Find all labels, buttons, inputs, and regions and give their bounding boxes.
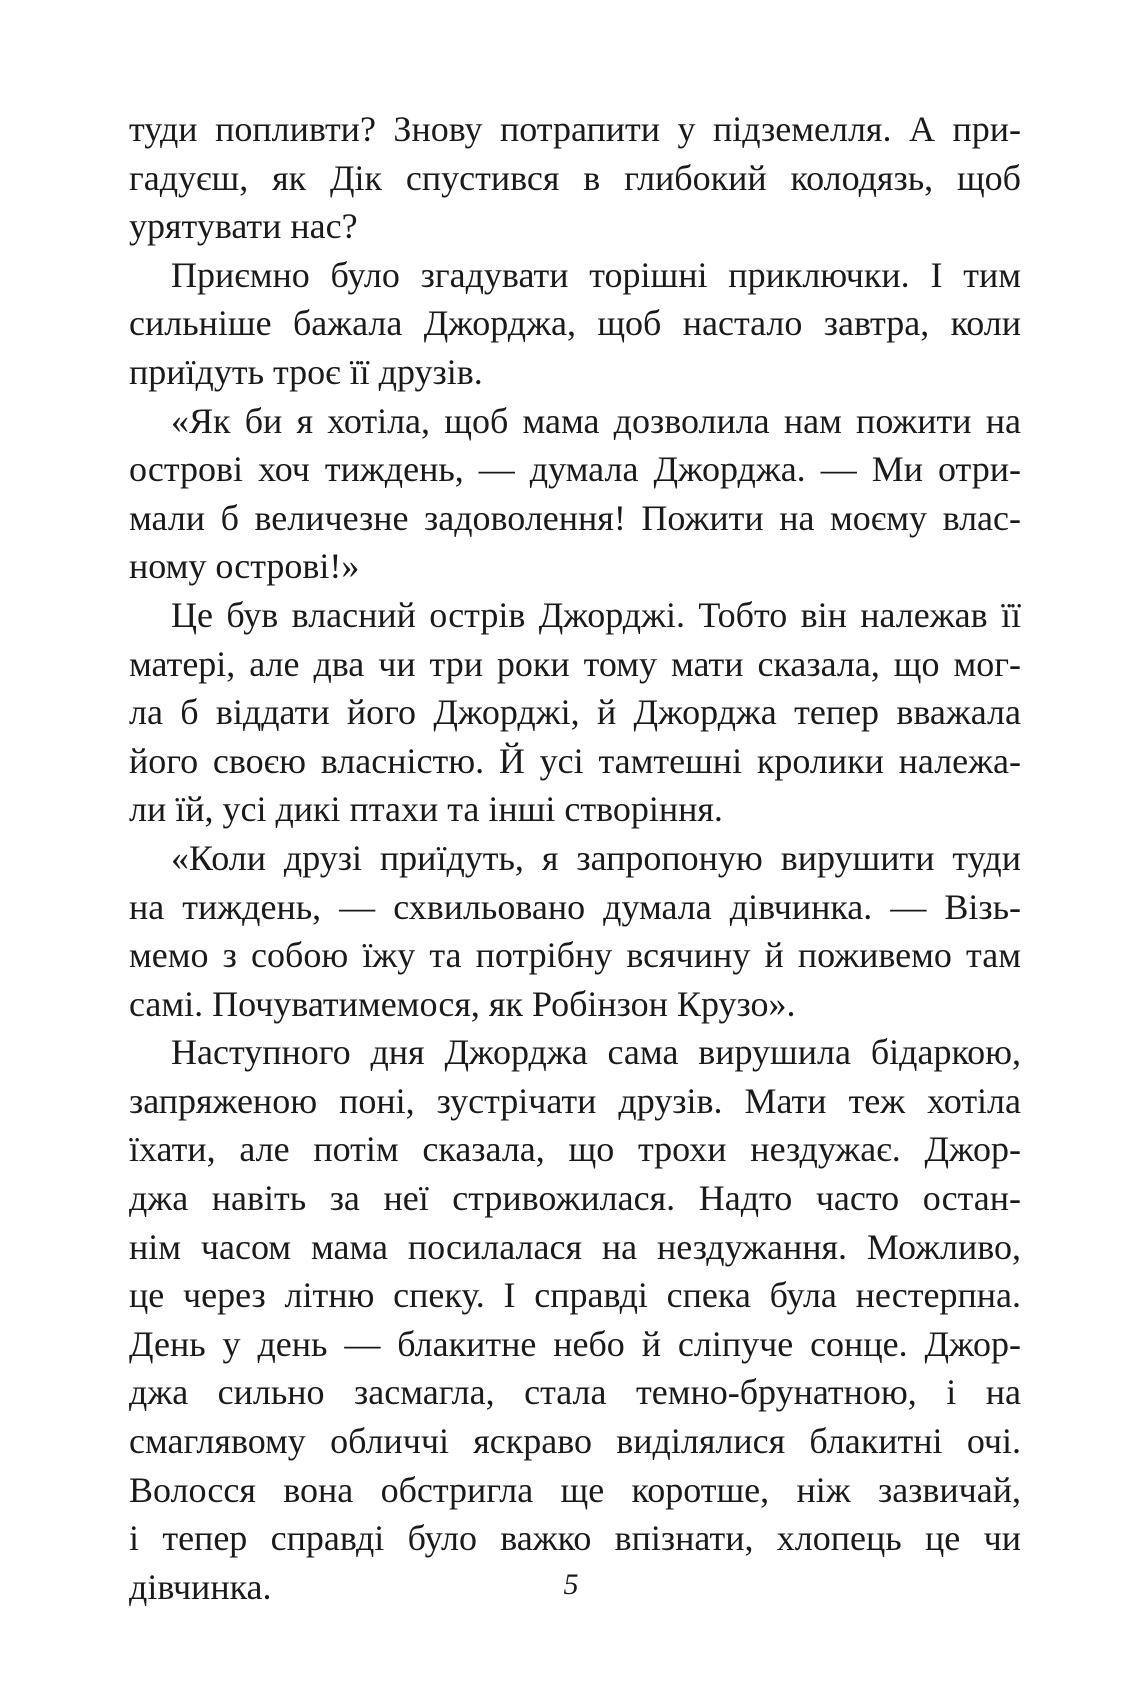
text-line: острові хоч тиждень, — думала Джорджа. — Ми отри- — [129, 449, 1021, 490]
text-line: День у день — блакитне небо й сліпуче сонце. Джор- — [129, 1323, 1021, 1364]
text-line: і тепер справді було важко впізнати, хлопець це чи — [129, 1518, 1021, 1559]
text-line: ному острові!» — [129, 546, 360, 587]
text-line: запряженою поні, зустрічати друзів. Мати теж хотіла — [129, 1080, 1021, 1121]
text-line: гадуєш, як Дік спустився в глибокий колодязь, щоб — [129, 157, 1021, 198]
page-body — [129, 105, 1021, 1611]
text-line: Це був власний острів Джорджі. Тобто він належав її — [171, 594, 1021, 635]
text-line: мали б величезне задоволення! Пожити на моєму влас- — [129, 497, 1021, 538]
text-line: джа навіть за неї стривожилася. Надто часто остан- — [129, 1178, 1021, 1219]
text-line: нім часом мама посилалася на нездужання. Можливо, — [129, 1226, 1021, 1267]
text-line: туди попливти? Знову потрапити у підземелля. А при- — [129, 109, 1021, 149]
text-line: Приємно було згадувати торішні приключки. І тим — [171, 254, 1021, 295]
text-line: матері, але два чи три роки тому мати сказала, що мог- — [129, 643, 1021, 684]
text-line: «Коли друзі приїдуть, я запропоную вирушити туди — [171, 837, 1021, 878]
text-line: приїдуть троє її друзів. — [129, 351, 483, 392]
text-line: ла б віддати його Джорджі, й Джорджа тепер вважала — [129, 692, 1021, 733]
text-line: сильніше бажала Джорджа, щоб настало завтра, коли — [129, 303, 1021, 344]
page-number: 5 — [563, 1568, 579, 1601]
text-line: його своєю власністю. Й усі тамтешні кролики належа- — [129, 740, 1021, 781]
text-line: Волосся вона обстригла ще коротше, ніж зазвичай, — [129, 1469, 1021, 1510]
text-line: це через літню спеку. І справді спека була нестерпна. — [129, 1275, 1021, 1316]
text-line: ли їй, усі дикі птахи та інші створіння. — [129, 789, 723, 830]
text-line: їхати, але потім сказала, що трохи нездужає. Джор- — [129, 1129, 1021, 1170]
text-line: джа сильно засмагла, стала темно-брунатною, і на — [129, 1372, 1021, 1413]
text-line: дівчинка. — [129, 1566, 272, 1607]
text-line: «Як би я хотіла, щоб мама дозволила нам пожити на — [171, 400, 1021, 441]
text-line: урятувати нас? — [129, 206, 358, 247]
text-line: смаглявому обличчі яскраво виділялися блакитні очі. — [129, 1421, 1021, 1462]
text-line: самі. Почуватимемося, як Робінзон Крузо». — [129, 983, 796, 1024]
text-line: мемо з собою їжу та потрібну всячину й поживемо там — [129, 935, 1021, 976]
text-line: на тиждень, — схвильовано думала дівчинка. — Візь- — [129, 886, 1021, 927]
text-line: Наступного дня Джорджа сама вирушила бідаркою, — [171, 1032, 1021, 1073]
